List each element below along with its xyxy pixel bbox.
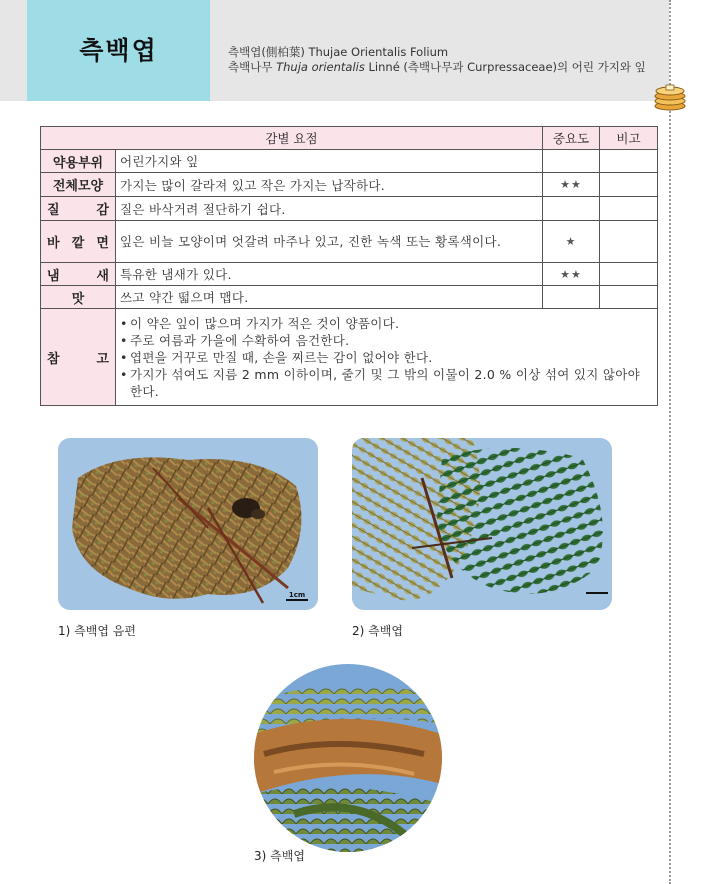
table-row — [41, 263, 658, 286]
row-label: 맛 — [41, 286, 116, 309]
margin-dotted-line — [669, 0, 671, 884]
table-row-notes — [41, 309, 658, 406]
importance-stars: ★★ — [543, 173, 600, 197]
row-content: 특유한 냄새가 있다. — [116, 263, 543, 286]
header-key-points: 감별 요점 — [41, 127, 543, 150]
row-content: 잎은 비늘 모양이며 엇갈려 마주나 있고, 진한 녹색 또는 황록색이다. — [116, 221, 543, 263]
row-content: 쓰고 약간 떫으며 맵다. — [116, 286, 543, 309]
header-remarks: 비고 — [600, 127, 658, 150]
pancake-icon — [652, 80, 688, 112]
table-row — [41, 197, 658, 221]
remarks-cell — [600, 173, 658, 197]
table-header-row — [41, 127, 658, 150]
importance-stars — [543, 197, 600, 221]
table-row — [41, 173, 658, 197]
list-item: • 이 약은 잎이 많으며 가지가 적은 것이 양품이다. — [120, 315, 653, 332]
page-title: 측백엽 — [79, 36, 158, 65]
row-label: 바 깥 면 — [41, 221, 116, 263]
photo-leaves — [352, 438, 612, 610]
row-label: 전체모양 — [41, 173, 116, 197]
remarks-cell — [600, 197, 658, 221]
row-label: 냄 새 — [41, 263, 116, 286]
herb-closeup-image — [254, 664, 442, 852]
remarks-cell — [600, 263, 658, 286]
notes-content — [116, 309, 658, 406]
herb-image — [58, 438, 318, 610]
notes-label: 참 고 — [41, 309, 116, 406]
remarks-cell — [600, 286, 658, 309]
notes-list — [120, 313, 653, 402]
desc-plant-name: 측백나무 — [228, 60, 277, 74]
row-content: 가지는 많이 갈라져 있고 작은 가지는 납작하다. — [116, 173, 543, 197]
list-item: • 엽편을 거꾸로 만질 때, 손을 찌르는 감이 없어야 한다. — [120, 349, 653, 366]
desc-plant-detail: Linné (측백나무과 Curpressaceae)의 어린 가지와 잎 — [364, 60, 646, 74]
photo-caption: 3) 측백엽 — [254, 849, 305, 863]
importance-stars: ★ — [543, 221, 600, 263]
row-content: 질은 바삭거려 절단하기 쉽다. — [116, 197, 543, 221]
remarks-cell — [600, 221, 658, 263]
description-line-1: 측백엽(側柏葉) Thujae Orientalis Folium — [228, 45, 449, 59]
list-item: • 주로 여름과 가을에 수확하여 음건한다. — [120, 332, 653, 349]
photo-closeup — [254, 664, 442, 852]
importance-stars — [543, 286, 600, 309]
row-label: 질 감 — [41, 197, 116, 221]
identification-table — [40, 126, 658, 406]
desc-scientific-name: Thuja orientalis — [276, 60, 365, 74]
photo-caption: 1) 측백엽 음편 — [58, 624, 136, 638]
description-line-2 — [228, 60, 668, 75]
table-row — [41, 286, 658, 309]
herb-image — [352, 438, 612, 610]
photo-sliced-leaves — [58, 438, 318, 610]
scale-bar-label: 1cm — [288, 591, 306, 599]
row-label: 약용부위 — [41, 150, 116, 173]
importance-stars — [543, 150, 600, 173]
header-description — [228, 45, 668, 75]
table-row — [41, 221, 658, 263]
list-item: • 가지가 섞여도 지름 2 mm 이하이며, 줄기 및 그 밖의 이물이 2.0 % 이상 섞여 있지 않아야 한다. — [120, 366, 653, 400]
table-row — [41, 150, 658, 173]
remarks-cell — [600, 150, 658, 173]
header-importance: 중요도 — [543, 127, 600, 150]
row-content: 어린가지와 잎 — [116, 150, 543, 173]
importance-stars: ★★ — [543, 263, 600, 286]
photo-caption: 2) 측백엽 — [352, 624, 403, 638]
